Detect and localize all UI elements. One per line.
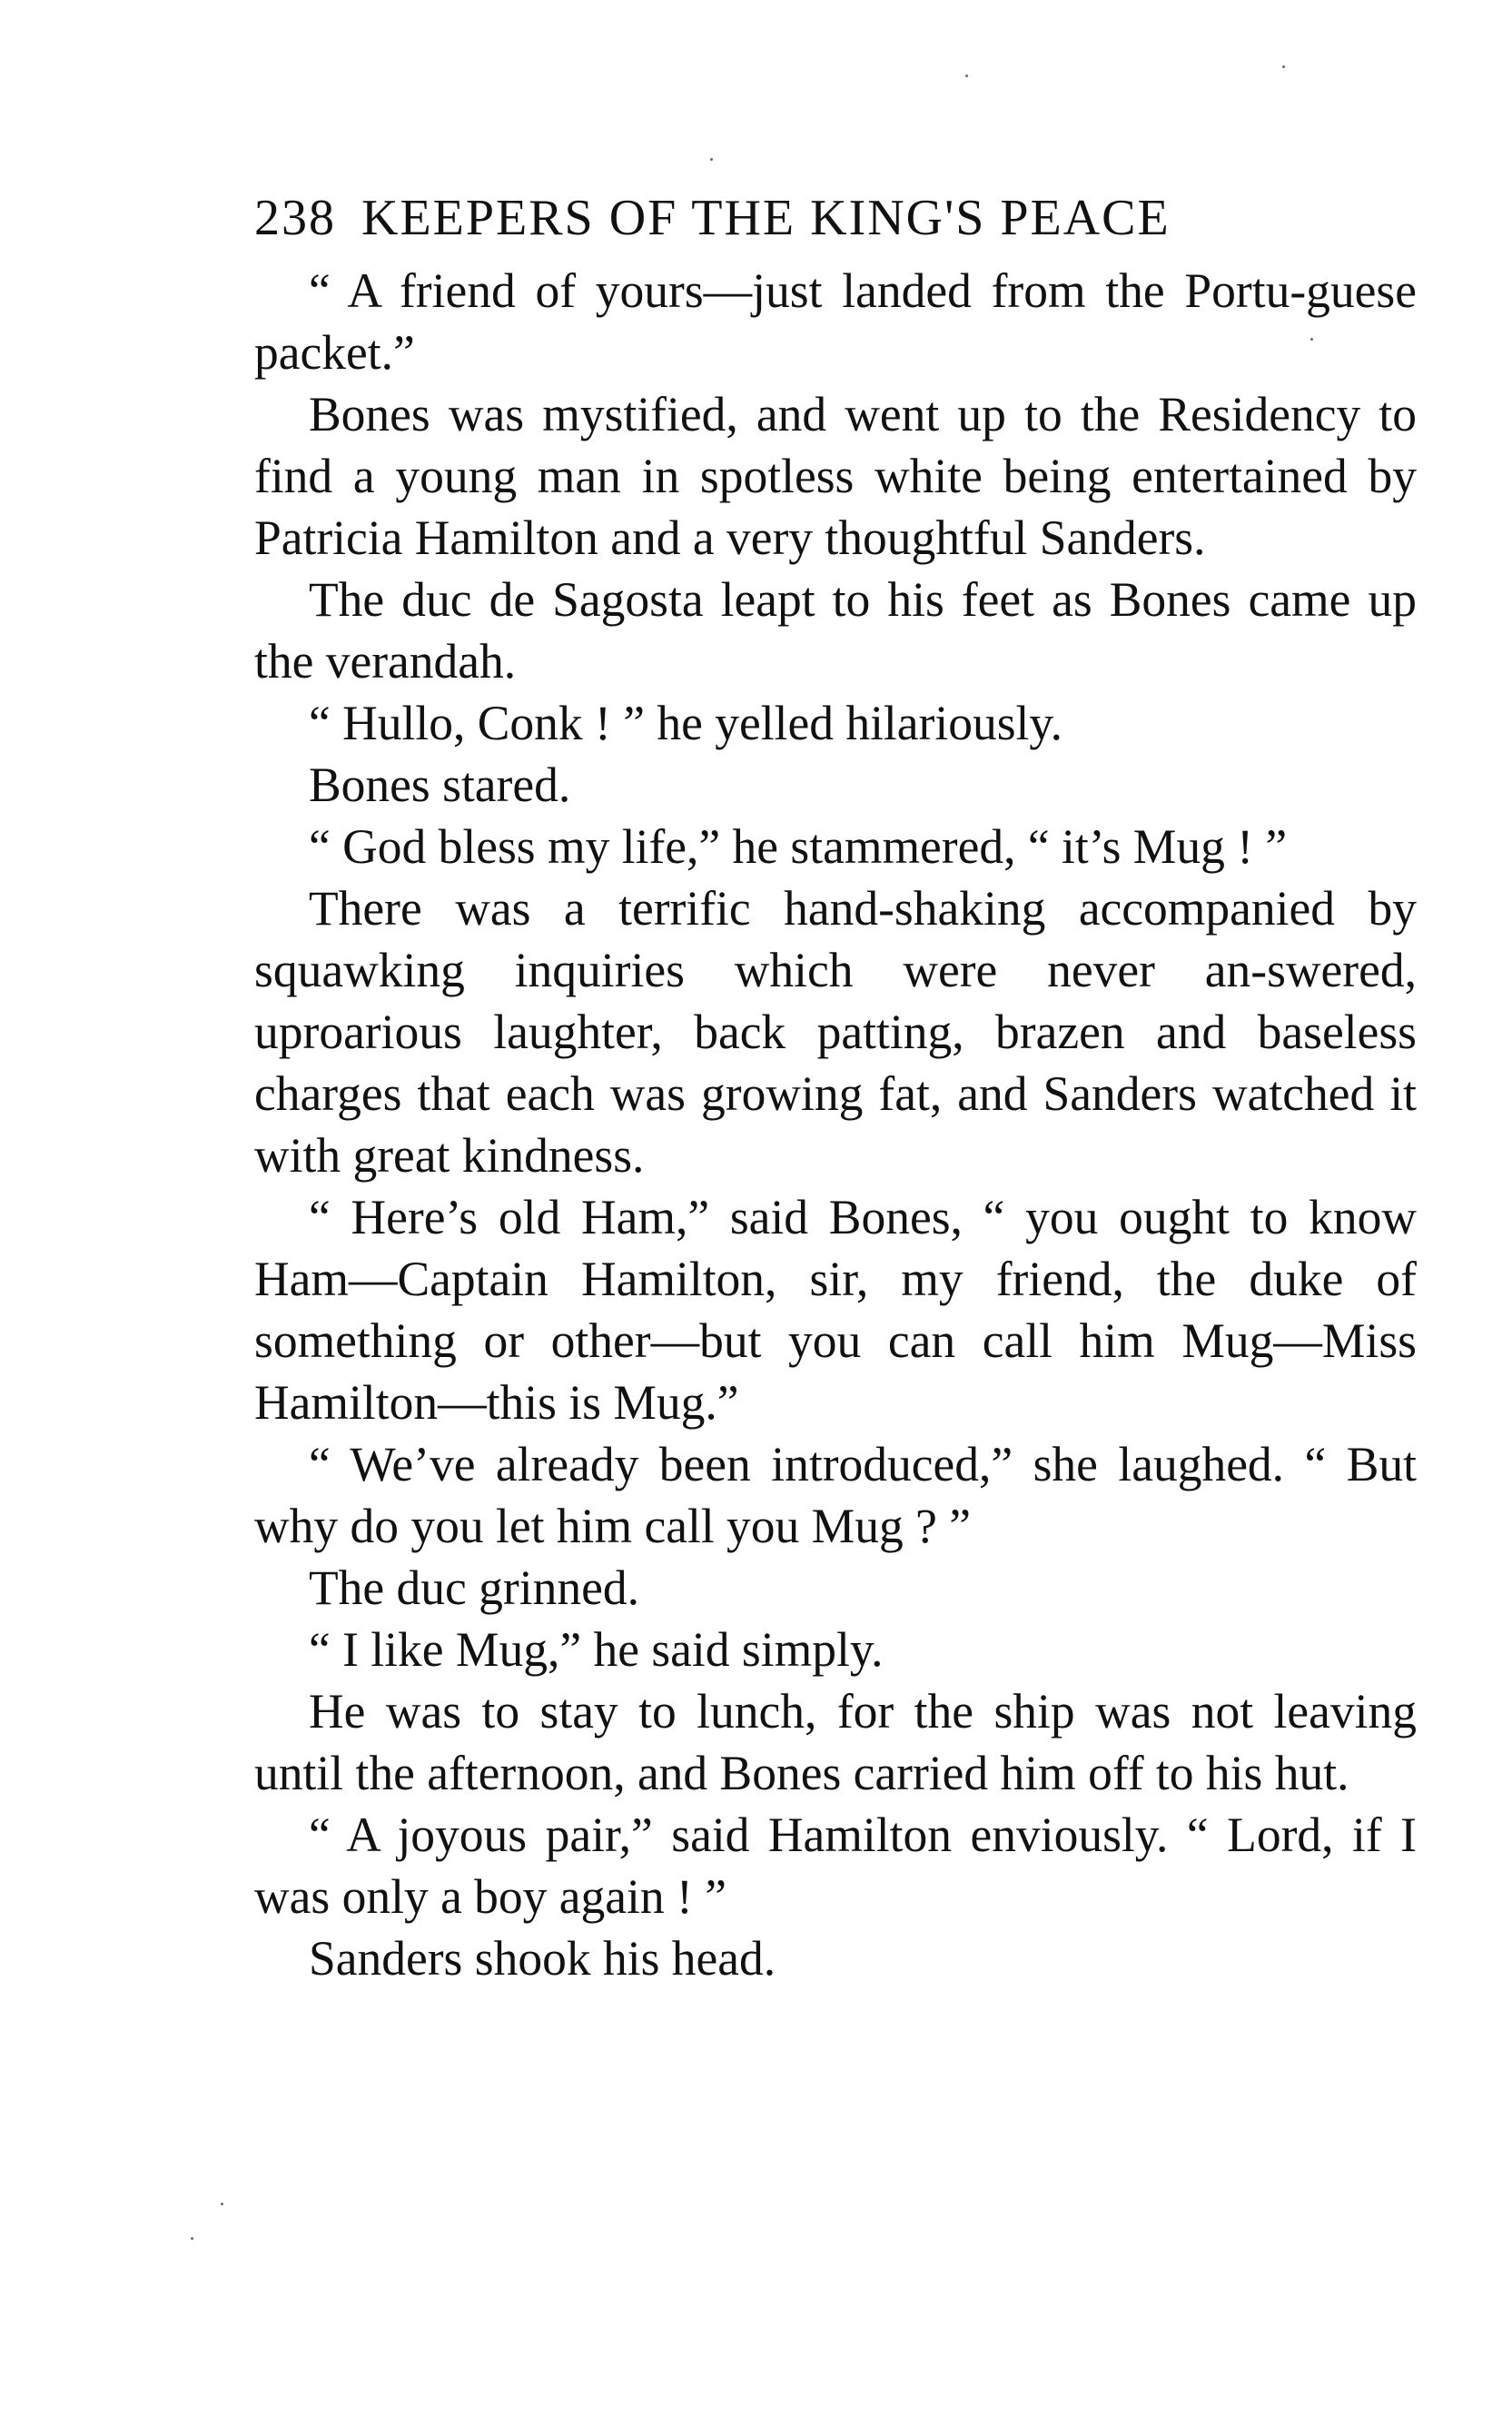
scan-speck (1282, 65, 1285, 68)
paragraph: “ A joyous pair,” said Hamilton enviously. “ Lord, if I was only a boy again ! ” (254, 1808, 1417, 1924)
page-body (254, 260, 1417, 1989)
paragraph: “ We’ve already been introduced,” she laughed. “ But why do you let him call you Mug ? ” (254, 1437, 1417, 1553)
running-header (254, 182, 1417, 254)
paragraph: “ Here’s old Ham,” said Bones, “ you ought to know Ham—Captain Hamilton, sir, my friend, the duke of something or other—but you can call him Mug—Miss Hamilton—this is Mug.” (254, 1190, 1417, 1430)
paragraph: “ I like Mug,” he said simply. (309, 1622, 884, 1677)
paragraph: The duc grinned. (309, 1560, 639, 1615)
paragraph: Bones stared. (309, 758, 571, 812)
book-page (254, 182, 1417, 2271)
scan-speck (221, 2203, 223, 2205)
paragraph: “ Hullo, Conk ! ” he yelled hilariously. (309, 696, 1063, 750)
scan-speck (191, 2237, 193, 2240)
running-title: KEEPERS OF THE KING'S PEACE (361, 190, 1171, 246)
paragraph: There was a terrific hand-shaking accompanied by squawking inquiries which were never an-swered, uproarious laughter, back patting, brazen and baseless charges that each was growing fat, and Sanders watched it with great kindness. (254, 881, 1417, 1183)
paragraph: Sanders shook his head. (309, 1931, 776, 1986)
paragraph: Bones was mystified, and went up to the Residency to find a young man in spotless white being entertained by Patricia Hamilton and a very thoughtful Sanders. (254, 387, 1417, 565)
paragraph: “ God bless my life,” he stammered, “ it’s Mug ! ” (309, 819, 1288, 874)
paragraph: He was to stay to lunch, for the ship was not leaving until the afternoon, and Bones carried him off to his hut. (254, 1684, 1417, 1800)
page-number: 238 (254, 190, 336, 246)
scan-speck (965, 74, 968, 77)
paragraph: The duc de Sagosta leapt to his feet as Bones came up the verandah. (254, 572, 1417, 688)
scan-speck (710, 158, 713, 161)
paragraph: “ A friend of yours—just landed from the Portu-guese packet.” (254, 263, 1417, 380)
